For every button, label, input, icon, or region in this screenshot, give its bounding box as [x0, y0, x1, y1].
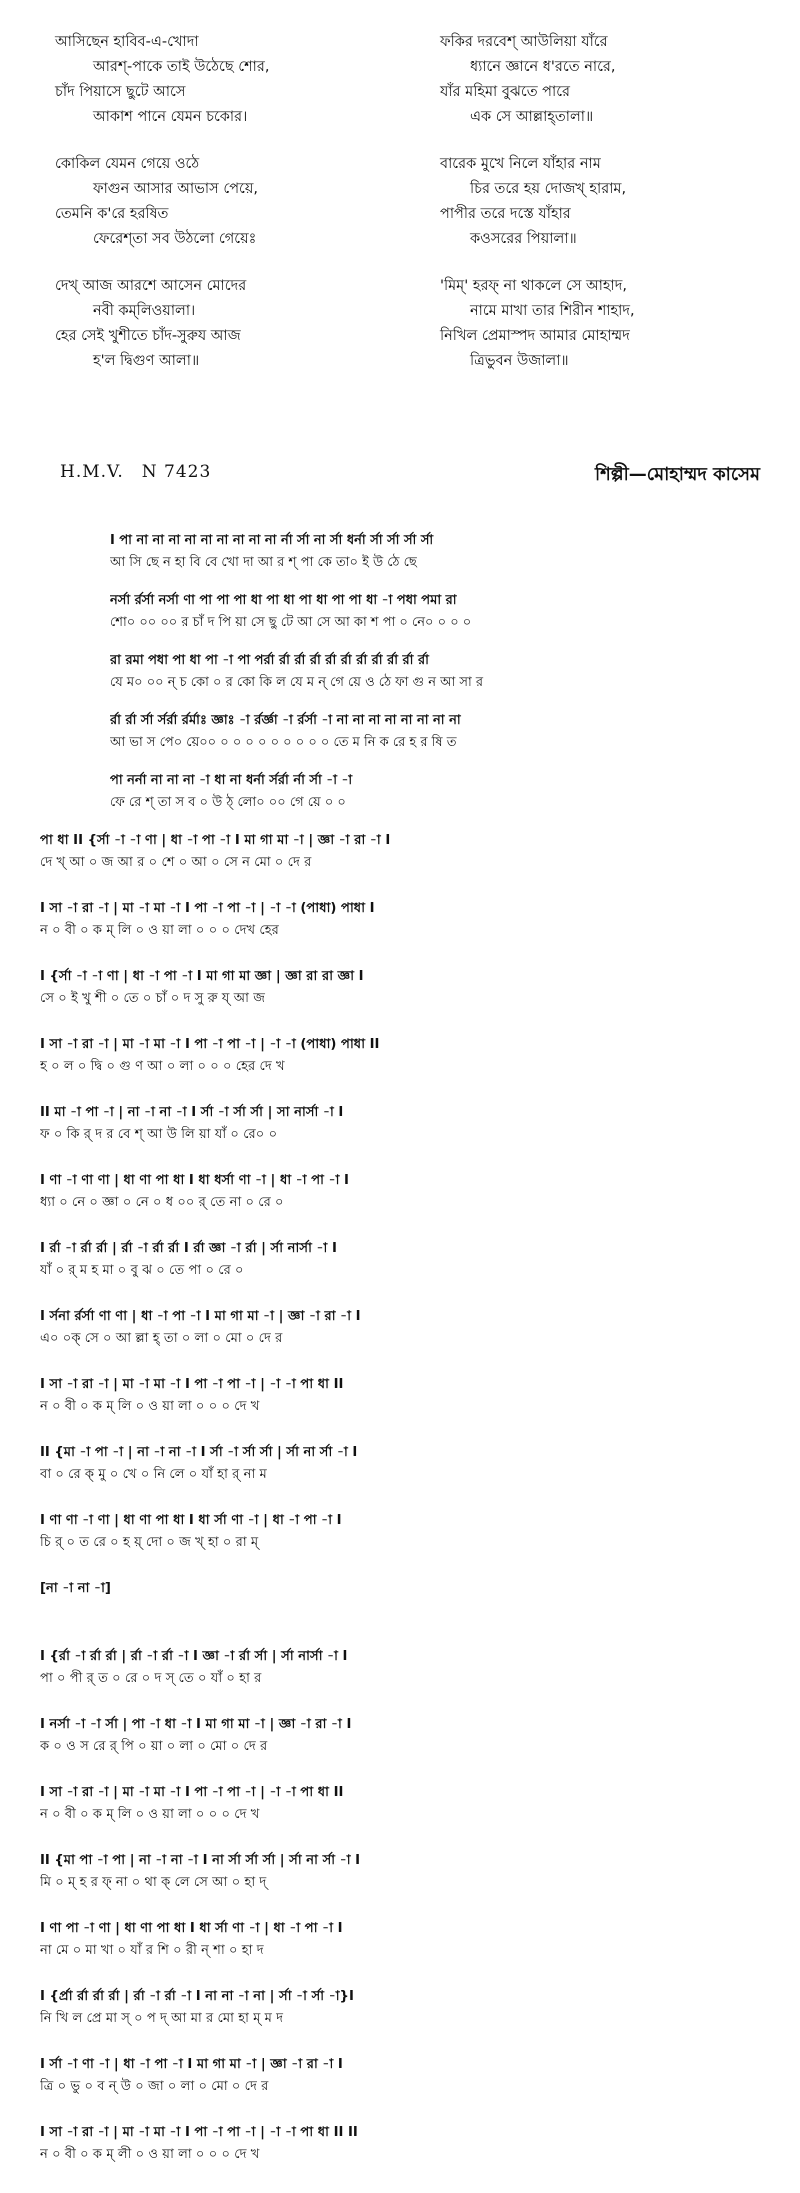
syllable-line: আ ভা স পে০ য়ে০০ ০ ০ ০ ০ ০ ০ ০ ০ ০ তে ম নি ক রে হ র ষি ত — [110, 735, 457, 750]
swara-line: I নর্সা -া -া র্সা | পা -া ধা -া I মা গা মা -া | জ্ঞা -া রা -া I — [40, 1717, 352, 1732]
lyric-line: এক সে আল্লাহ্‌তালা॥ — [470, 109, 594, 125]
record-number: N 7423 — [141, 462, 212, 482]
notation-block — [40, 966, 770, 1010]
lyric-line: চির তরে হয় দোজখ্‌ হারাম, — [470, 181, 627, 197]
syllable-line: যে ম০ ০০ ন্‌ চ কো ০ র কো কি ল যে ম ন্‌ গে য়ে ও ঠে ফা গু ন আ সা র — [110, 675, 484, 690]
notation-block — [40, 1510, 770, 1554]
stanza — [440, 30, 780, 130]
lyric-line: চাঁদ পিয়াসে ছুটে আসে — [55, 84, 186, 100]
syllable-line: ন ০ বী ০ ক ম্‌ লি ০ ও য়া লা ০ ০ ০ দেখ হের — [40, 923, 279, 938]
swara-line: I সা -া রা -া | মা -া মা -া I পা -া পা -া | -া -া পা ধা II — [40, 1377, 344, 1392]
notation-block — [40, 1646, 770, 1690]
syllable-line — [40, 1600, 770, 1622]
lyric-line: নবী কম্‌লিওয়ালা। — [93, 303, 196, 319]
notation-block — [40, 710, 770, 754]
stanza — [55, 274, 395, 374]
syllable-line: ক ০ ও স রে র্‌ পি ০ য়া ০ লা ০ মো ০ দে র — [40, 1739, 268, 1754]
swara-line: II {মা পা -া পা | না -া না -া I না র্সা র্সা র্সা | র্সা না র্সা -া I — [40, 1853, 361, 1868]
syllable-line: আ সি ছে ন হা বি বে খো দা আ র শ্‌ পা কে তা০ ই উ ঠে ছে — [110, 555, 417, 570]
notation-block — [40, 1102, 770, 1146]
record-label — [60, 462, 211, 482]
syllable-line: সে ০ ই খু শী ০ তে ০ চাঁ ০ দ সু রু য্‌ আ জ — [40, 991, 266, 1006]
syllable-line: এ০ ০ক্‌ সে ০ আ ল্লা হ্‌ তা ০ লা ০ মো ০ দে র — [40, 1331, 283, 1346]
lyric-line: আরশ্-পাকে তাই উঠেছে শোর, — [93, 59, 270, 75]
swara-line: পা ধা II {র্সা -া -া ণা | ধা -া পা -া I মা গা মা -া | জ্ঞা -া রা -া I — [40, 833, 391, 848]
notation-block — [40, 1714, 770, 1758]
swara-line: I {র্সা -া -া ণা | ধা -া পা -া I মা গা মা জ্ঞা | জ্ঞা রা রা জ্ঞা I — [40, 969, 364, 984]
notation-block — [40, 1782, 770, 1826]
swara-line: র্রা র্রা র্সা র্সর্রা র্রর্মাঃ জ্ঞাঃ -া র্রর্জ্ঞা -া র্রর্সা -া না না না না না না না না — [110, 713, 461, 728]
notation-block — [40, 1918, 770, 1962]
swara-line: পা নর্না না না না -া ধা না ধর্না র্সর্রা র্না র্সা -া -া — [110, 773, 353, 788]
stanza — [440, 152, 780, 252]
syllable-line: নি খি ল প্রে মা স্‌ ০ প দ্‌ আ মা র মো হা ম্‌ ম দ — [40, 2011, 284, 2026]
syllable-line: হ ০ ল ০ দ্বি ০ গু ণ আ ০ লা ০ ০ ০ হের দে খ — [40, 1059, 285, 1074]
notation-block — [40, 1034, 770, 1078]
notation-block — [40, 2122, 770, 2166]
syllable-line: ন ০ বী ০ ক ম্‌ লি ০ ও য়া লা ০ ০ ০ দে খ — [40, 1807, 260, 1822]
swara-line: রা রমা পধা পা ধা পা -া পা পর্রা র্রা র্রা র্রা র্রা র্রা র্রা র্রা র্রা র্রা র্রা — [110, 653, 429, 668]
syllable-line: মি ০ ম্‌ হ র ফ্‌ না ০ থা ক্‌ লে সে আ ০ হা দ্‌ — [40, 1875, 267, 1890]
swara-line: নর্সা র্রর্সা নর্সা ণা পা পা পা ধা পা ধা পা ধা পা পা ধা -া পধা পমা রা — [110, 593, 457, 608]
swara-line: I ণা ণা -া ণা | ধা ণা পা ধা I ধা র্সা ণা -া | ধা -া পা -া I — [40, 1513, 342, 1528]
record-header — [60, 462, 760, 490]
syllable-line: ন ০ বী ০ ক ম্‌ লি ০ ও য়া লা ০ ০ ০ দে খ — [40, 1399, 260, 1414]
notation-block — [40, 1306, 770, 1350]
stanza — [55, 152, 395, 252]
lyric-line: হ'ল দ্বিগুণ আলা॥ — [93, 353, 200, 369]
notation-block — [40, 530, 770, 574]
swara-line: I পা না না না না না না না না না র্না র্সা না র্সা ধর্না র্সা র্সা র্সা র্সা — [110, 533, 434, 548]
lyrics-section — [55, 30, 755, 410]
swara-line: I {র্প্রা র্রা র্রা র্রা | র্রা -া র্রা -া I না না -া না | র্সা -া র্সা -া}I — [40, 1989, 354, 2004]
syllable-line: পা ০ পী র্‌ ত ০ রে ০ দ স্‌ তে ০ যাঁ ০ হা র — [40, 1671, 262, 1686]
lyric-line: ফাগুন আসার আভাস পেয়ে, — [93, 181, 259, 197]
notation-block — [40, 650, 770, 694]
lyric-line: ত্রিভুবন উজালা॥ — [470, 353, 569, 369]
notation-block — [40, 770, 770, 814]
lyric-line: কওসরের পিয়ালা॥ — [470, 231, 577, 247]
lyric-line: দেখ্‌ আজ আরশে আসেন মোদের — [55, 278, 247, 294]
syllable-line: ফ ০ কি র্‌ দ র বে শ্‌ আ উ লি য়া যাঁ ০ রে০ ০ — [40, 1127, 278, 1142]
swara-line: I ণা পা -া ণা | ধা ণা পা ধা I ধা র্সা ণা -া | ধা -া পা -া I — [40, 1921, 343, 1936]
lyrics-right-column — [440, 30, 780, 396]
lyric-line: তেমনি ক'রে হরষিত — [55, 206, 169, 222]
swara-line: I র্সনা র্রর্সা ণা ণা | ধা -া পা -া I মা গা মা -া | জ্ঞা -া রা -া I — [40, 1309, 361, 1324]
notation-section — [40, 530, 770, 2190]
swara-line: I সা -া রা -া | মা -া মা -া I পা -া পা -া | -া -া পা ধা II — [40, 1785, 344, 1800]
notation-block — [40, 1238, 770, 1282]
lyric-line: বারেক মুখে নিলে যাঁহার নাম — [440, 156, 601, 172]
swara-line: I সা -া রা -া | মা -া মা -া I পা -া পা -া | -া -া পা ধা II II — [40, 2125, 358, 2140]
lyric-line: ফকির দরবেশ্‌ আউলিয়া যাঁরে — [440, 34, 608, 50]
lyric-line: 'মিম্‌' হরফ্‌ না থাকলে সে আহাদ, — [440, 278, 627, 294]
lyric-line: হের সেই খুশীতে চাঁদ-সুরুয আজ — [55, 328, 241, 344]
lyric-line: আকাশ পানে যেমন চকোর। — [93, 109, 248, 125]
notation-block — [40, 830, 770, 874]
swara-line: II মা -া পা -া | না -া না -া I র্সা -া র্সা র্সা | সা নার্সা -া I — [40, 1105, 344, 1120]
notation-block — [40, 1986, 770, 2030]
syllable-line: ত্রি ০ ভু ০ ব ন্‌ উ ০ জা ০ লা ০ মো ০ দে র — [40, 2079, 269, 2094]
swara-line: [না -া না -া] — [40, 1581, 111, 1596]
swara-line: I ণা -া ণা ণা | ধা ণা পা ধা I ধা ধর্সা ণা -া | ধা -া পা -া I — [40, 1173, 349, 1188]
swara-line: I {র্রা -া র্রা র্রা | র্রা -া র্রা -া I জ্ঞা -া র্রা র্সা | র্সা নার্সা -া I — [40, 1649, 348, 1664]
notation-block — [40, 1578, 770, 1622]
syllable-line: শো০ ০০ ০০ র চাঁ দ পি য়া সে ছু টে আ সে আ কা শ পা ০ নে০ ০ ০ ০ — [110, 615, 472, 630]
syllable-line: দে খ্‌ আ ০ জ আ র ০ শে ০ আ ০ সে ন মো ০ দে র — [40, 855, 312, 870]
stanza — [55, 30, 395, 130]
swara-line: I সা -া রা -া | মা -া মা -া I পা -া পা -া | -া -া (পাধা) পাধা I — [40, 901, 375, 916]
lyric-line: কোকিল যেমন গেয়ে ওঠে — [55, 156, 200, 172]
notation-block — [40, 1850, 770, 1894]
lyrics-left-column — [55, 30, 395, 396]
lyric-line: ধ্যানে জ্ঞানে ধ'রতে নারে, — [470, 59, 616, 75]
notation-block — [40, 590, 770, 634]
lyric-line: যাঁর মহিমা বুঝতে পারে — [440, 84, 571, 100]
lyric-line: ফেরেশ্‌তা সব উঠলো গেয়েঃ — [93, 231, 257, 247]
notation-block — [40, 2054, 770, 2098]
lyric-line: আসিছেন হাবিব-এ-খোদা — [55, 34, 199, 50]
notation-block — [40, 898, 770, 942]
swara-line: II {মা -া পা -া | না -া না -া I র্সা -া র্সা র্সা | র্সা না র্সা -া I — [40, 1445, 358, 1460]
notation-block — [40, 1442, 770, 1486]
syllable-line: বা ০ রে ক্‌ মু ০ খে ০ নি লে ০ যাঁ হা র্‌ না ম — [40, 1467, 267, 1482]
swara-line: I র্সা -া ণা -া | ধা -া পা -া I মা গা মা -া | জ্ঞা -া রা -া I — [40, 2057, 343, 2072]
syllable-line: ন ০ বী ০ ক ম্‌ লী ০ ও য়া লা ০ ০ ০ দে খ — [40, 2147, 260, 2162]
stanza — [440, 274, 780, 374]
syllable-line: ফে রে শ্‌ তা স ব ০ উ ঠ্‌ লো০ ০০ গে য়ে ০ ০ — [110, 795, 346, 810]
syllable-line: ধ্যা ০ নে ০ জ্ঞা ০ নে ০ ধ ০০ র্‌ তে না ০ রে ০ — [40, 1195, 284, 1210]
artist-credit: শিল্পী—মোহাম্মদ কাসেম — [594, 464, 760, 485]
swara-line: I সা -া রা -া | মা -া মা -া I পা -া পা -া | -া -া (পাধা) পাধা II — [40, 1037, 380, 1052]
lyric-line: নামে মাখা তার শিরীন শাহাদ, — [470, 303, 635, 319]
record-company: H.M.V. — [60, 462, 124, 482]
syllable-line: চি র্‌ ০ ত রে ০ হ য়্‌ দো ০ জ খ্‌ হা ০ রা ম্‌ — [40, 1535, 259, 1550]
syllable-line: যাঁ ০ র্‌ ম হ মা ০ বু ঝ ০ তে পা ০ রে ০ — [40, 1263, 244, 1278]
swara-line: I র্রা -া র্রা র্রা | র্রা -া র্রা র্রা I র্রা জ্ঞা -া র্রা | র্সা নার্সা -া I — [40, 1241, 337, 1256]
lyric-line: পাপীর তরে দস্তে যাঁহার — [440, 206, 571, 222]
notation-block — [40, 1374, 770, 1418]
notation-block — [40, 1170, 770, 1214]
lyric-line: নিখিল প্রেমাস্পদ আমার মোহাম্মদ — [440, 328, 630, 344]
syllable-line: না মে ০ মা খা ০ যাঁ র শি ০ রী ন্‌ শা ০ হা দ — [40, 1943, 264, 1958]
